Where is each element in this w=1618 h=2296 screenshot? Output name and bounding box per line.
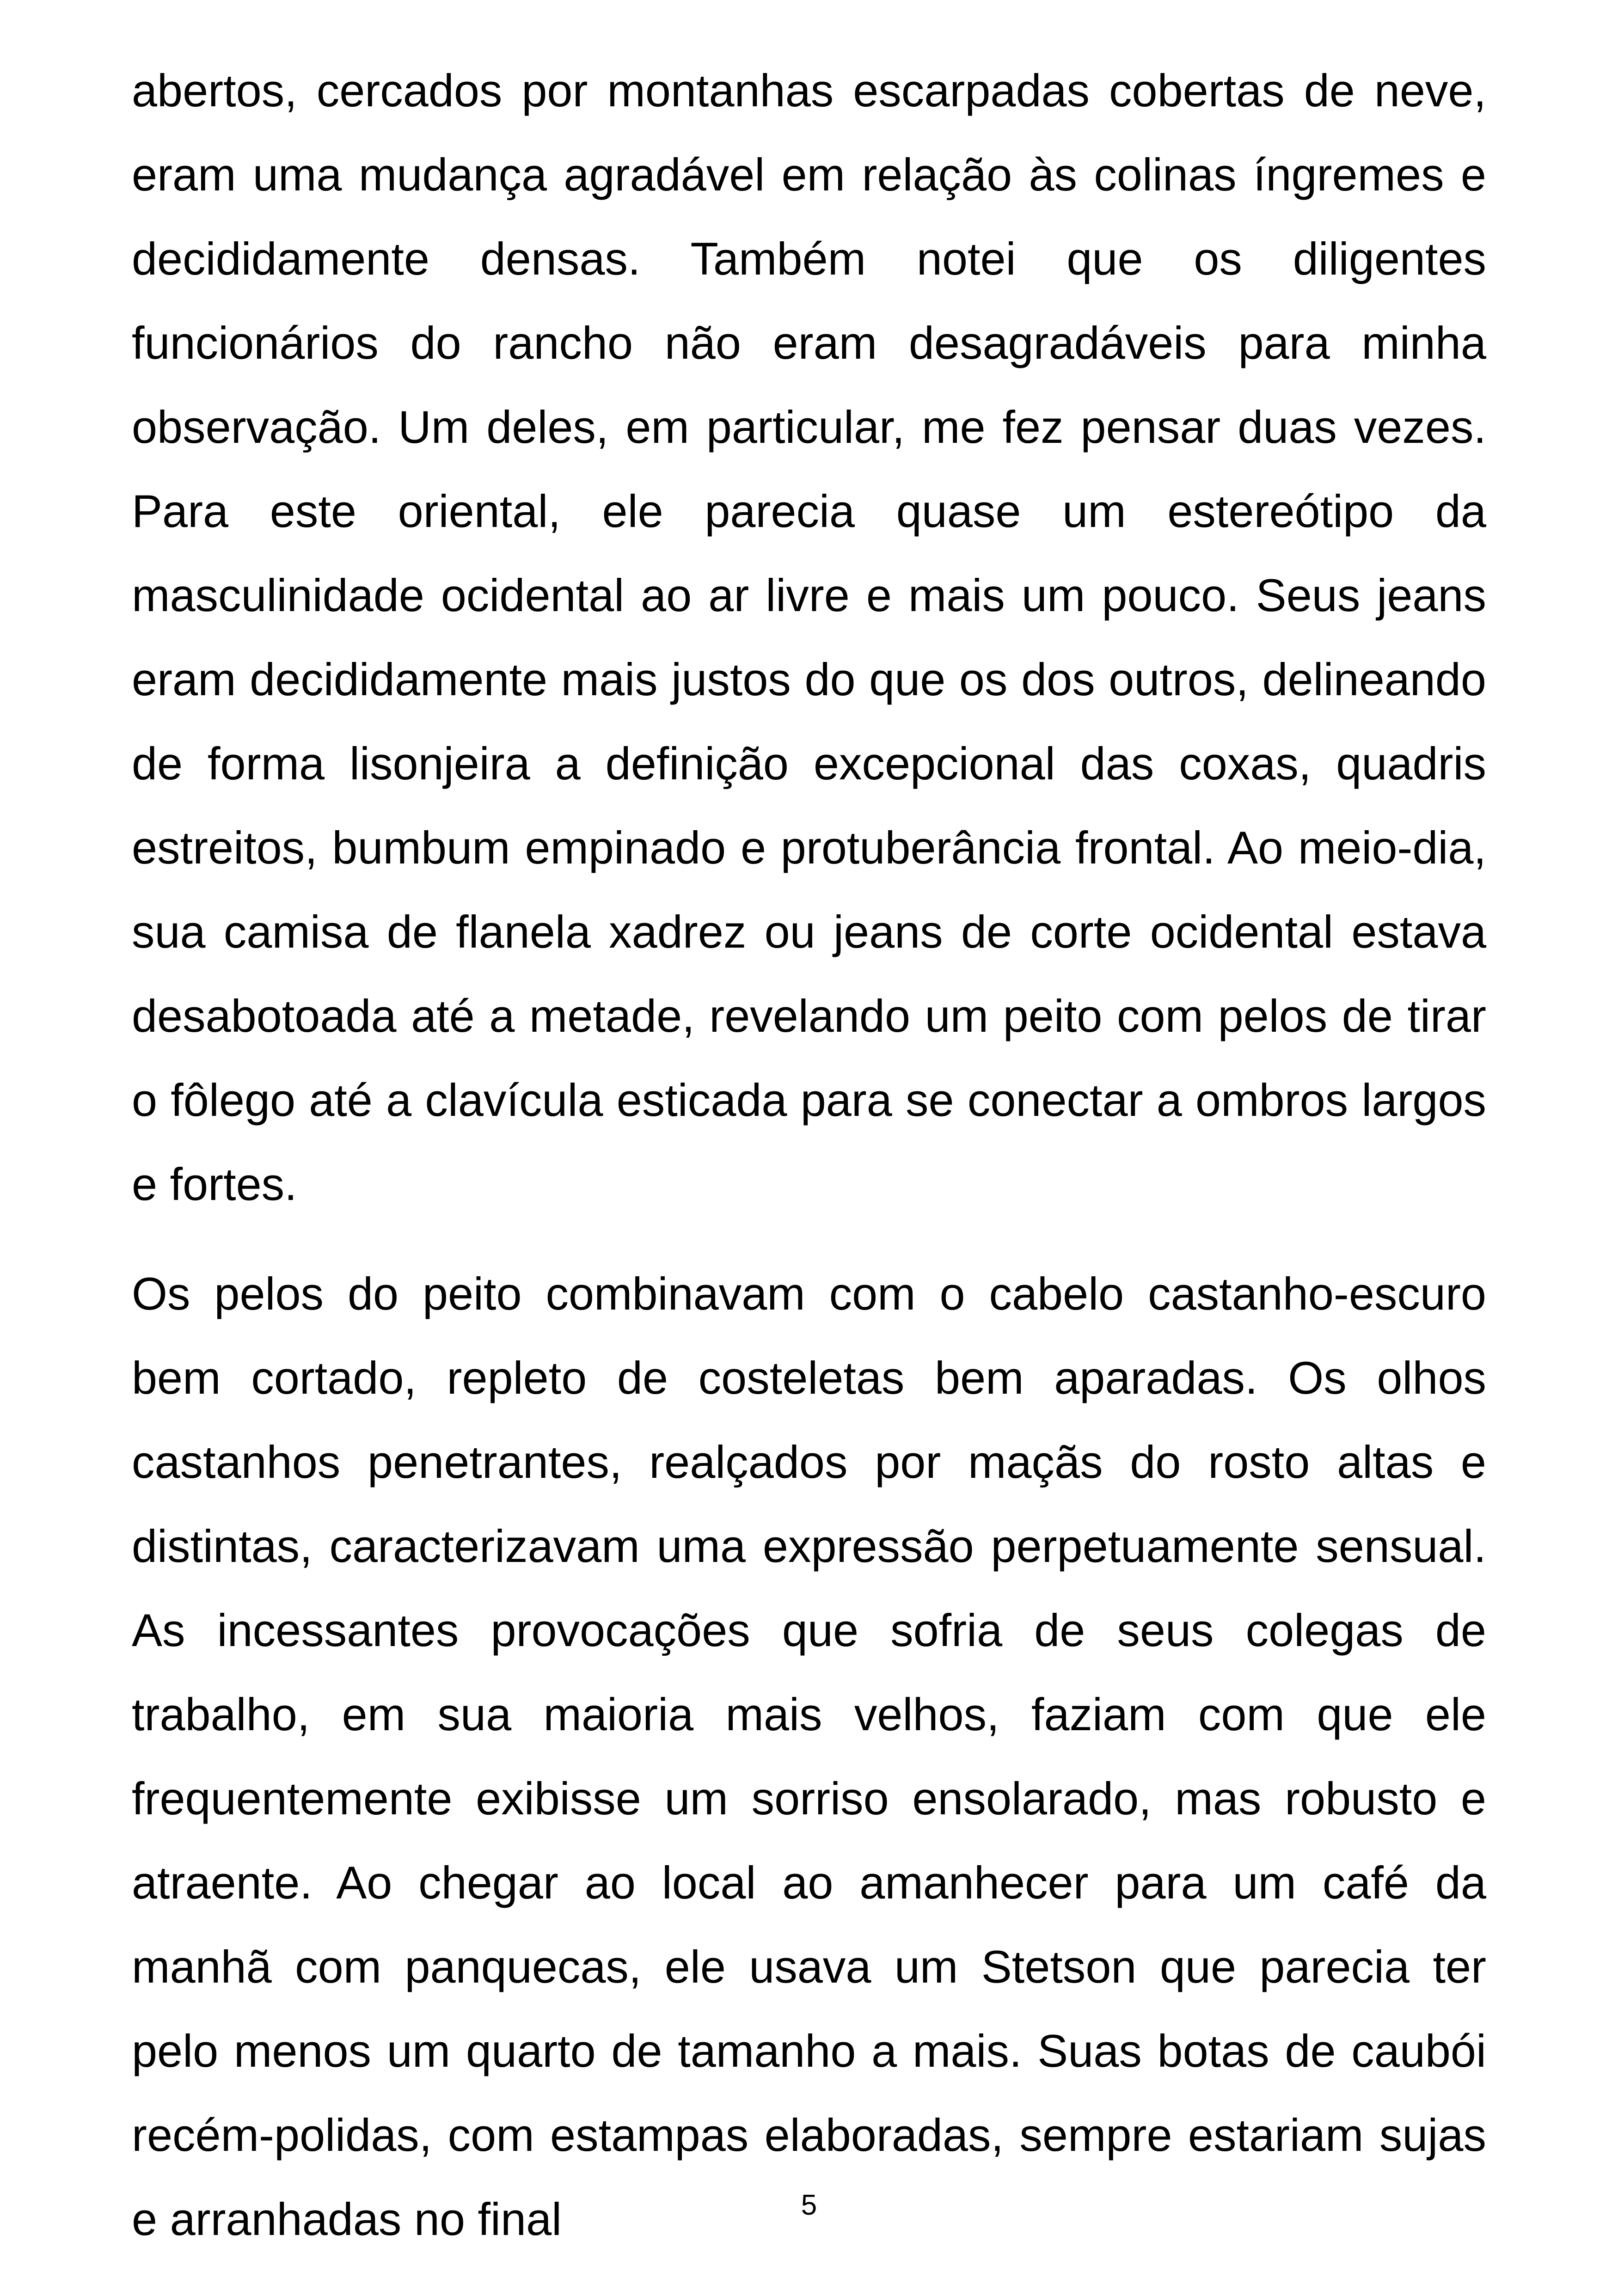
paragraph-1: abertos, cercados por montanhas escarpadas cobertas de neve, eram uma mudança agradável em relação às colinas íngremes e decididamente densas. Também notei que os diligentes funcionários do rancho não eram desagradáveis para minha observação. Um deles, em particular, me fez pensar duas vezes. Para este oriental, ele parecia quase um estereótipo da masculinidade ocidental ao ar livre e mais um pouco. Seus jeans eram decididamente mais justos do que os dos outros, delineando de forma lisonjeira a definição excepcional das coxas, quadris estreitos, bumbum empinado e protuberância frontal. Ao meio-dia, sua camisa de flanela xadrez ou jeans de corte ocidental estava desabotoada até a metade, revelando um peito com pelos de tirar o fôlego até a clavícula esticada para se conectar a ombros largos e fortes. [132,65,1486,1210]
body-text [132,49,1486,2261]
paragraph-2: Os pelos do peito combinavam com o cabelo castanho-escuro bem cortado, repleto de costeletas bem aparadas. Os olhos castanhos penetrantes, realçados por maçãs do rosto altas e distintas, caracterizavam uma expressão perpetuamente sensual. As incessantes provocações que sofria de seus colegas de trabalho, em sua maioria mais velhos, faziam com que ele frequentemente exibisse um sorriso ensolarado, mas robusto e atraente. Ao chegar ao local ao amanhecer para um café da manhã com panquecas, ele usava um Stetson que parecia ter pelo menos um quarto de tamanho a mais. Suas botas de caubói recém-polidas, com estampas elaboradas, sempre estariam sujas e arranhadas no final [132,1268,1486,2245]
page-number: 5 [801,2189,817,2221]
